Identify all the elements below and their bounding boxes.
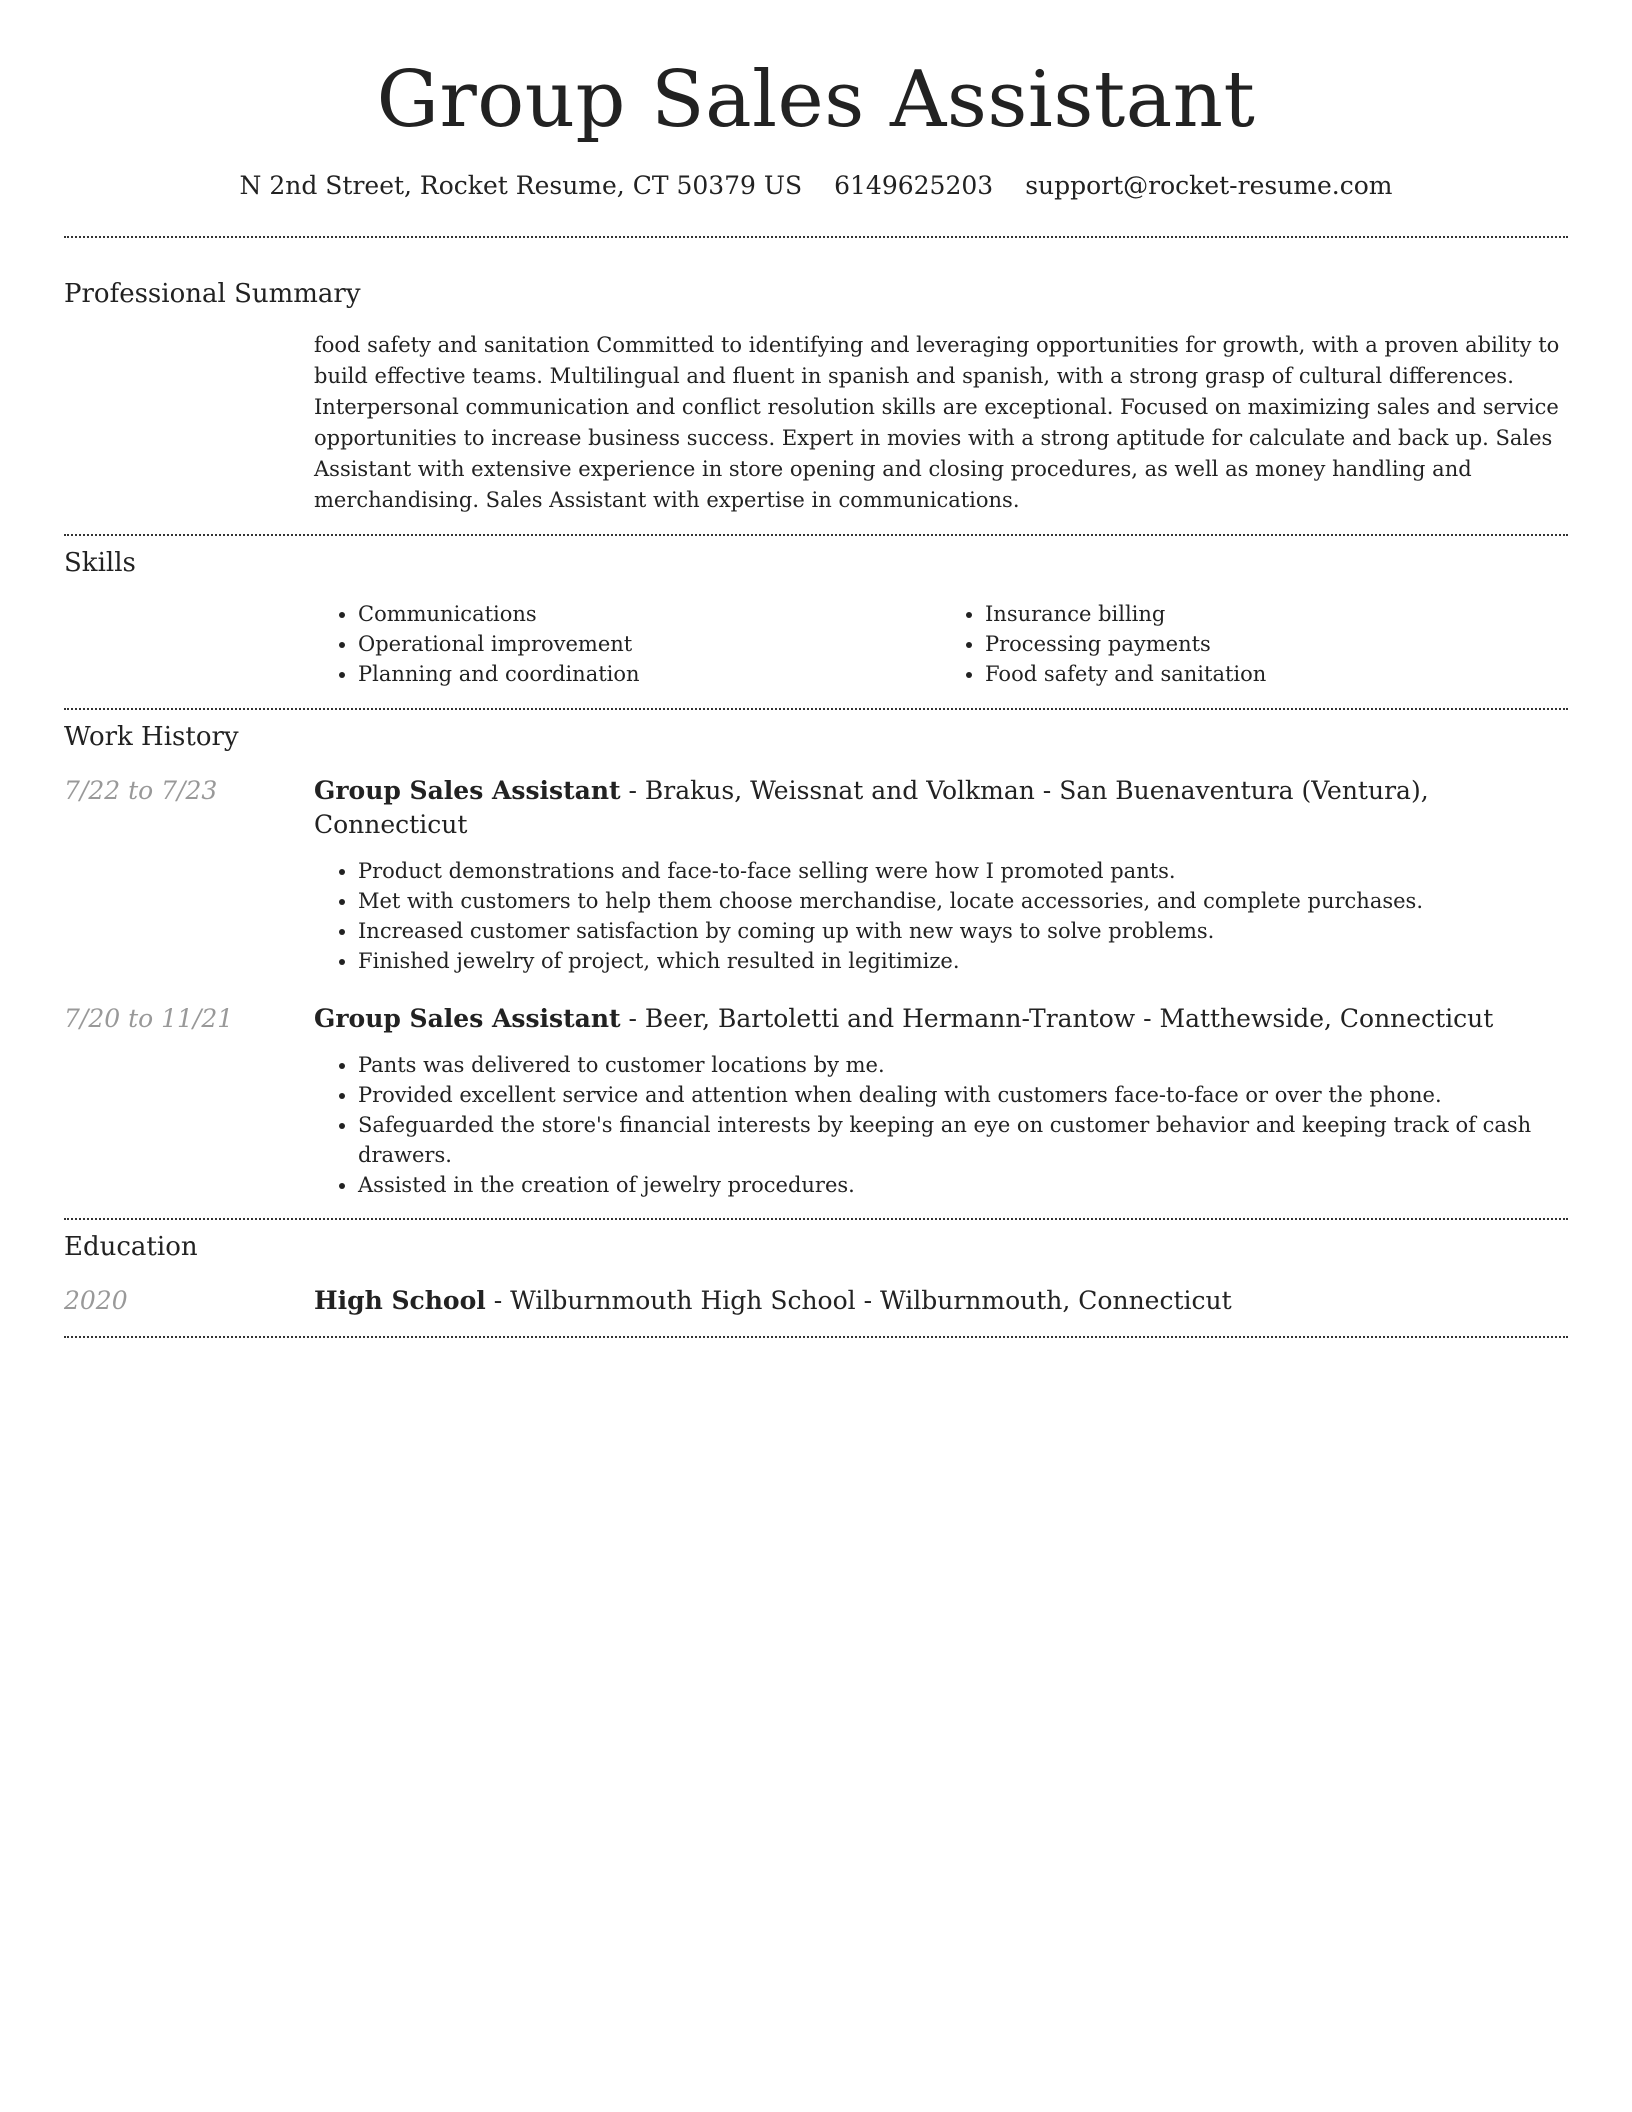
- education-degree: High School: [314, 1286, 486, 1315]
- job-bullet: • Product demonstrations and face-to-face selling were how I promoted pants.: [358, 856, 1568, 886]
- skill-item: • Communications: [358, 599, 941, 629]
- education-entry: [64, 1284, 1568, 1318]
- job-title: [314, 1002, 1493, 1036]
- skills-column-left: [314, 599, 941, 689]
- job-bullet: • Assisted in the creation of jewelry procedures.: [358, 1170, 1568, 1200]
- job-dates: 7/20 to 11/21: [64, 1004, 234, 1033]
- contact-email: support@rocket-resume.com: [1025, 171, 1393, 200]
- skill-item: • Food safety and sanitation: [985, 659, 1568, 689]
- summary-section: [64, 238, 1568, 516]
- summary-text: food safety and sanitation Committed to identifying and leveraging opportunities for growth, with a proven ability to build effective teams. Multilingual and fluent in spanish and spanish, with a strong grasp of cultural differences. Interpersonal communication and conflict resolution skills are exceptional. Focused on maximizing sales and service opportunities to increase business success. Expert in movies with a strong aptitude for calculate and back up. Sales Assistant with extensive experience in store opening and closing procedures, as well as money handling and merchandising. Sales Assistant with expertise in communications.: [314, 333, 1560, 512]
- education-details: - Wilburnmouth High School - Wilburnmouth, Connecticut: [485, 1286, 1232, 1315]
- job-title: [314, 774, 1568, 842]
- skills-list: [314, 599, 1568, 689]
- skill-item: • Insurance billing: [985, 599, 1568, 629]
- resume-header: [64, 0, 1568, 202]
- education-title: [314, 1284, 1232, 1318]
- contact-address: N 2nd Street, Rocket Resume, CT 50379 US: [239, 171, 803, 200]
- job-bullet: • Finished jewelry of project, which resulted in legitimize.: [358, 946, 1568, 976]
- job-role: Group Sales Assistant: [314, 1004, 621, 1033]
- summary-heading: Professional Summary: [64, 279, 361, 309]
- section-divider: [64, 1336, 1568, 1338]
- work-history-heading: Work History: [64, 722, 239, 752]
- education-section: [64, 1220, 1568, 1318]
- job-bullet: • Provided excellent service and attention when dealing with customers face-to-face or over the phone.: [358, 1080, 1568, 1110]
- contact-phone: 6149625203: [834, 171, 994, 200]
- skills-column-right: [941, 599, 1568, 689]
- contact-line: [64, 170, 1568, 202]
- job-entry: [64, 1002, 1568, 1200]
- skills-section: [64, 536, 1568, 689]
- job-details: - Brakus, Weissnat and Volkman - San Buenaventura (Ventura), Connecticut: [314, 776, 1429, 839]
- job-bullet: • Met with customers to help them choose merchandise, locate accessories, and complete purchases.: [358, 886, 1568, 916]
- job-entry: [64, 774, 1568, 976]
- job-bullet: • Pants was delivered to customer locations by me.: [358, 1050, 1568, 1080]
- job-dates: 7/22 to 7/23: [64, 776, 218, 805]
- candidate-name: Group Sales Assistant: [376, 55, 1256, 145]
- skill-item: • Operational improvement: [358, 629, 941, 659]
- job-role: Group Sales Assistant: [314, 776, 621, 805]
- skill-item: • Processing payments: [985, 629, 1568, 659]
- job-bullet: • Increased customer satisfaction by coming up with new ways to solve problems.: [358, 916, 1568, 946]
- job-bullets: [314, 856, 1568, 976]
- skills-heading: Skills: [64, 548, 136, 578]
- education-dates: 2020: [64, 1286, 128, 1315]
- job-details: - Beer, Bartoletti and Hermann-Trantow - Matthewside, Connecticut: [620, 1004, 1494, 1033]
- skill-item: • Planning and coordination: [358, 659, 941, 689]
- work-history-section: [64, 710, 1568, 1200]
- education-heading: Education: [64, 1232, 198, 1262]
- job-bullets: [314, 1050, 1568, 1200]
- job-bullet: • Safeguarded the store's financial interests by keeping an eye on customer behavior and keeping track of cash drawers.: [358, 1110, 1568, 1170]
